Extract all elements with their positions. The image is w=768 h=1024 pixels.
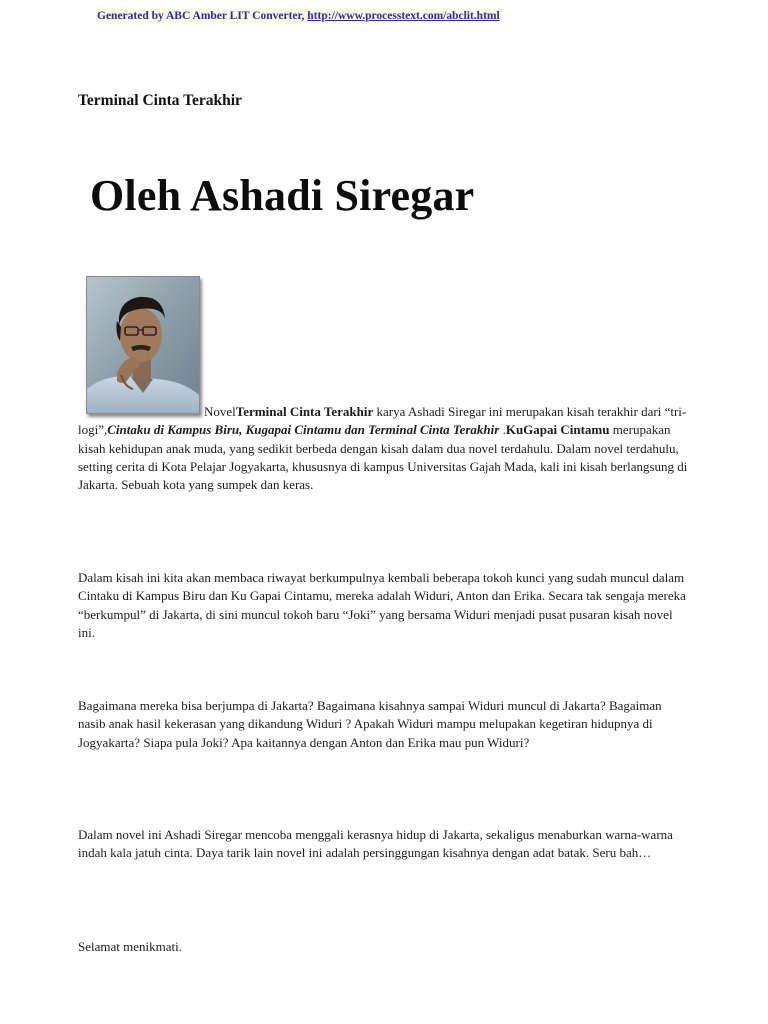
- paragraph-questions: Bagaimana mereka bisa berjumpa di Jakarta? Bagaimana kisahnya sampai Widuri muncul di Jakarta? Bagaiman nasib anak hasil kekerasan yang dikandung Widuri ? Apakah Widuri mampu melupakan kegetiran hidupnya di Jogyakarta? Siapa pula Joki? Apa kaitannya dengan Anton dan Erika mau pun Widuri?: [78, 698, 662, 750]
- kugapai-title-bold: KuGapai Cintamu: [505, 422, 610, 438]
- generator-prefix: Generated by ABC Amber LIT Converter,: [97, 10, 308, 22]
- author-photo: [86, 276, 200, 414]
- intro-text-dot: .: [499, 422, 506, 438]
- paragraph-intro: [78, 403, 690, 494]
- paragraph-closing: Selamat menikmati.: [78, 939, 182, 954]
- intro-word-novel: Novel: [204, 404, 236, 419]
- generator-notice: [96, 9, 501, 23]
- trilogy-titles: Cintaku di Kampus Biru, Kugapai Cintamu dan Terminal Cinta Terakhir: [107, 422, 500, 438]
- paragraph-story: Dalam kisah ini kita akan membaca riwayat berkumpulnya kembali beberapa tokoh kunci yang sudah muncul dalam Cintaku di Kampus Biru dan Ku Gapai Cintamu, mereka adalah Widuri, Anton dan Erika. Secara tak sengaja mereka “berkumpul” di Jakarta, di sini muncul tokoh baru “Joki” yang bersama Widuri menjadi pusat pusaran kisah novel ini.: [78, 570, 686, 640]
- author-heading: Oleh Ashadi Siregar: [90, 171, 475, 220]
- intro-text-a: karya Ashadi Siregar ini merupakan kisah terakhir dari “tri-logi”,: [78, 404, 687, 438]
- section-title: Terminal Cinta Terakhir: [78, 92, 242, 109]
- novel-title-bold: Terminal Cinta Terakhir: [235, 404, 374, 419]
- intro-text-b: merupakan kisah kehidupan anak muda, yang sedikit berbeda dengan kisah dalam dua novel terdahulu. Dalam novel terdahulu, setting cerita di Kota Pelajar Jogyakarta, khususnya di kampus Universitas Gajah Mada, kali ini kisah berlangsung di Jakarta. Sebuah kota yang sumpek dan keras.: [78, 422, 688, 493]
- paragraph-theme: Dalam novel ini Ashadi Siregar mencoba menggali kerasnya hidup di Jakarta, sekaligus menaburkan warna-warna indah kala jatuh cinta. Daya tarik lain novel ini adalah persinggungan kisahnya dengan adat batak. Seru bah…: [78, 827, 673, 861]
- portrait-photo-icon: [87, 277, 199, 413]
- generator-link[interactable]: http://www.processtext.com/abclit.html: [307, 10, 500, 22]
